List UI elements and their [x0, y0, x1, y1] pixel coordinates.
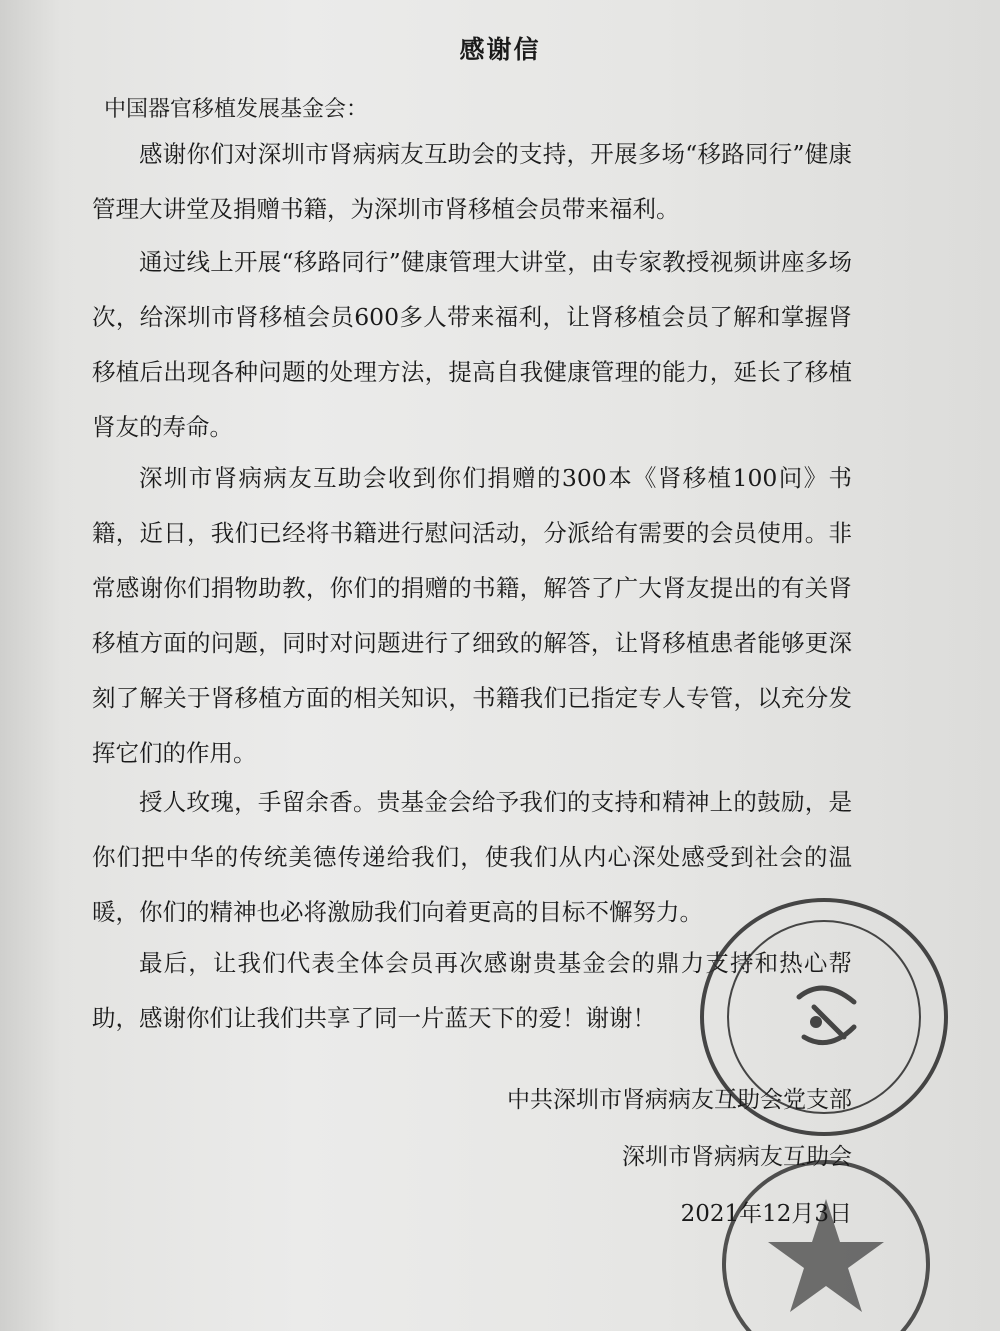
paragraph-3: 深圳市肾病病友互助会收到你们捐赠的300本《肾移植100问》书籍，近日，我们已经将书籍进行慰问活动，分派给有需要的会员使用。非常感谢你们捐物助教，你们的捐赠的书籍，解答了广大肾友提出的有关肾移植方面的问题，同时对问题进行了细致的解答，让肾移植患者能够更深刻了解关于肾移植方面的相关知识，书籍我们已指定专人专管，以充分发挥它们的作用。 [92, 464, 852, 767]
signature-block [507, 1072, 852, 1243]
letter-title: 感谢信 [459, 35, 541, 64]
paragraph-1: 感谢你们对深圳市肾病病友互助会的支持，开展多场“移路同行”健康管理大讲堂及捐赠书籍，为深圳市肾移植会员带来福利。 [92, 140, 852, 223]
signature-party-branch: 中共深圳市肾病病友互助会党支部 [507, 1087, 852, 1113]
signature-association: 深圳市肾病病友互助会 [622, 1144, 852, 1170]
paragraph-4: 授人玫瑰，手留余香。贵基金会给予我们的支持和精神上的鼓励，是你们把中华的传统美德传递给我们，使我们从内心深处感受到社会的温暖，你们的精神也必将激励我们向着更高的目标不懈努力。 [92, 788, 852, 926]
salutation: 中国器官移植发展基金会： [104, 97, 369, 122]
paragraph-2: 通过线上开展“移路同行”健康管理大讲堂，由专家教授视频讲座多场次，给深圳市肾移植会员600多人带来福利，让肾移植会员了解和掌握肾移植后出现各种问题的处理方法，提高自我健康管理的能力，延长了移植肾友的寿命。 [92, 248, 852, 441]
signature-date: 2021年12月3日 [680, 1201, 852, 1227]
paragraph-5: 最后，让我们代表全体会员再次感谢贵基金会的鼎力支持和热心帮助，感谢你们让我们共享了同一片蓝天下的爱！谢谢！ [92, 949, 852, 1032]
